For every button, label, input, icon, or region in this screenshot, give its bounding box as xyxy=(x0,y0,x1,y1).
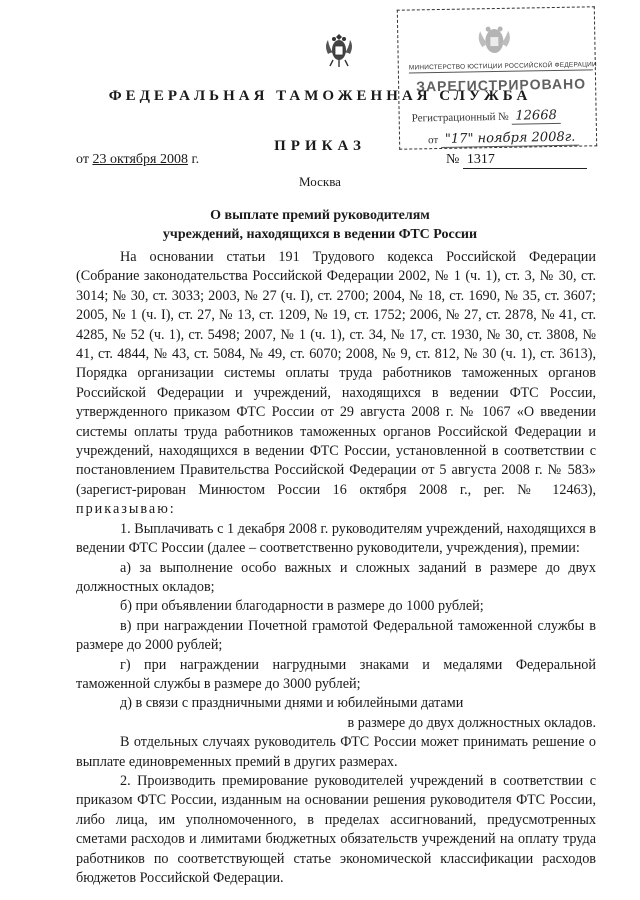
registration-stamp xyxy=(397,6,597,149)
paragraph-item-a: а) за выполнение особо важных и сложных заданий в размере до двух должностных окладов; xyxy=(76,559,596,595)
heading-line-1: О выплате премий руководителям xyxy=(210,208,430,223)
preamble-text: На основании статьи 191 Трудового кодекса Российской Федерации (Собрание законодательства Российской Федерации 2002, № 1 (ч. 1), ст. 3, № 30, ст. 3014; № 30, ст. 3033; 2003, № 27 (ч. I), ст. 2700; 2004, № 18, ст. 1690, № 35, ст. 3607; 2005, № 1 (ч. I), ст. 27, № 13, ст. 1209, № 19, ст. 1752; 2006, № 27, ст. 2878, № 41, ст. 4285, № 52 (ч. 1), ст. 5498; 2007, № 1 (ч. 1), ст. 34, № 17, ст. 1930, № 30, ст. 3808, № 41, ст. 4844, № 43, ст. 5084, № 49, ст. 6070; 2008, № 9, ст. 812, № 30 (ч. 1), ст. 3613), Порядка организации системы оплаты труда работников таможенных органов Российской Федерации и учреждений, находящихся в ведении ФТС России, утвержденного приказом ФТС России от 29 августа 2008 г. № 1067 «О введении системы оплаты труда работников таможенных органов Российской Федерации и учреждений, находящихся в ведении ФТС России, установленной в соответствии с постановлением Правительства Российской Федерации от 5 августа 2008 г. № 583» (зарегист-рирован Минюстом России 16 октября 2008 г., рег. № 12463), xyxy=(76,249,596,498)
stamp-emblem-icon xyxy=(474,19,515,60)
paragraph-item-g: г) при награждении нагрудными знаками и медалями Федеральной таможенной службы в размере до 3000 рублей; xyxy=(76,656,596,692)
stamp-reg-label: Регистрационный № xyxy=(411,110,509,125)
paragraph-item-b: б) при объявлении благодарности в размере до 1000 рублей; xyxy=(120,598,484,615)
stamp-registered-label: ЗАРЕГИСТРИРОВАНО xyxy=(416,75,587,95)
paragraph-item-v: в) при награждении Почетной грамотой Федеральной таможенной службы в размере до 2000 рублей; xyxy=(76,617,596,654)
stamp-ministry-label: МИНИСТЕРСТВО ЮСТИЦИИ РОССИЙСКОЙ ФЕДЕРАЦИИ xyxy=(408,61,597,72)
city-label: Москва xyxy=(299,174,341,189)
paragraph-preamble xyxy=(76,248,596,520)
order-number-prefix: № xyxy=(446,152,460,167)
order-number xyxy=(446,152,587,169)
order-date-value: 23 октября 2008 xyxy=(92,152,188,167)
stamp-date-prefix: от xyxy=(427,134,439,147)
stamp-date-handwritten: "17" ноября 2008г. xyxy=(441,130,580,148)
paragraph-exception: В отдельных случаях руководитель ФТС России может принимать решение о выплате единовременных премий в других размерах. xyxy=(76,734,596,770)
organization-title: ФЕДЕРАЛЬНАЯ ТАМОЖЕННАЯ СЛУЖБА xyxy=(108,88,532,104)
order-date-prefix: от xyxy=(76,152,89,167)
coat-of-arms-icon xyxy=(322,30,356,70)
order-number-value: 1317 xyxy=(463,152,587,169)
paragraph-item-2: 2. Производить премирование руководителей учреждений в соответствии с приказом ФТС России, изданным на основании решения руководителя ФТС России, либо лица, им уполномоченного, в пределах ассигнований, предусмотренных сметами расходов и лимитами бюджетных обязательств учреждений на оплату труда работников по соответствующей статье экономической классификации расходов бюджетов Российской Федерации. xyxy=(76,772,596,886)
document-type: ПРИКАЗ xyxy=(274,138,366,154)
stamp-reg-number-handwritten: 12668 xyxy=(511,108,561,125)
item-d-continuation: в размере до двух должностных окладов. xyxy=(347,714,596,731)
document-heading xyxy=(0,206,640,244)
decree-word: приказываю: xyxy=(76,501,176,518)
paragraph-item-d xyxy=(76,694,596,733)
order-date-suffix: г. xyxy=(191,152,200,167)
heading-line-2: учреждений, находящихся в ведении ФТС России xyxy=(162,227,478,242)
order-date xyxy=(76,152,199,168)
item-d-text: д) в связи с праздничными днями и юбилейными датами xyxy=(120,695,464,712)
stamp-registration-number xyxy=(412,108,561,126)
paragraph-item-1: 1. Выплачивать с 1 декабря 2008 г. руководителям учреждений, находящихся в ведении ФТС России (далее – соответственно руководители, учреждения), премии: xyxy=(76,520,596,557)
document-body xyxy=(76,248,596,888)
